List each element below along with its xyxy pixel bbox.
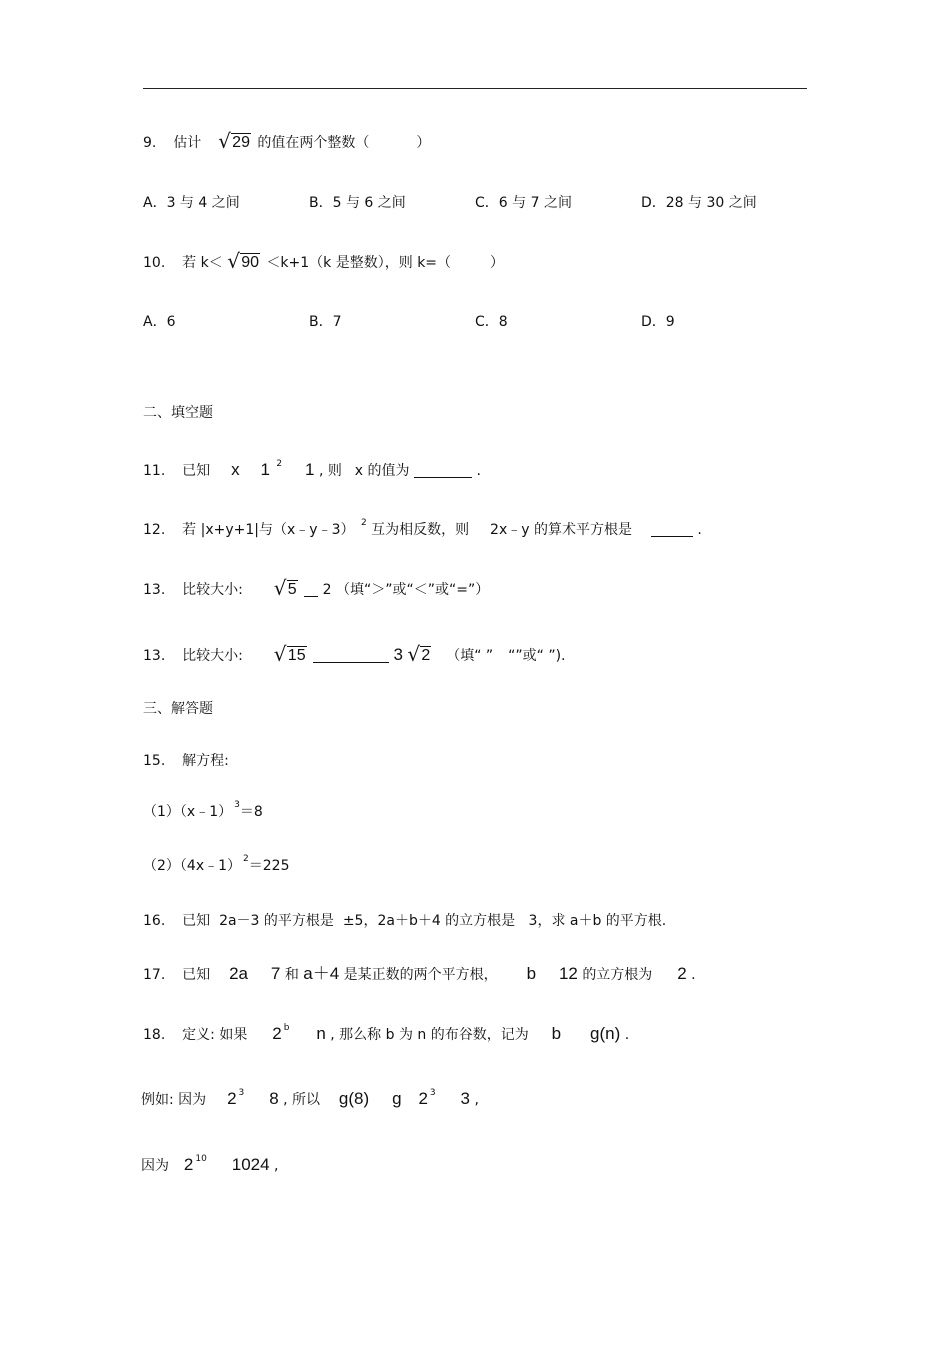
question-text: 的算术平方根是 — [533, 522, 632, 538]
square-root: √ 15 — [273, 642, 306, 666]
period: . — [476, 463, 481, 479]
question-text: ＜k+1（k 是整数），则 k=（ — [266, 255, 452, 271]
question-text: 解方程: — [182, 753, 229, 769]
math-base: 2 — [272, 1024, 282, 1043]
question-13a — [143, 576, 490, 600]
math-expression: a＋4 — [303, 964, 340, 983]
square-root: √ 5 — [273, 576, 297, 600]
question-text: 的值为 — [367, 463, 410, 479]
math-expression: 2 — [677, 964, 687, 983]
exponent: b — [283, 1023, 290, 1033]
question-text: （填“ ” — [446, 648, 494, 664]
answer-blank[interactable] — [313, 662, 389, 663]
comma: , — [474, 1092, 479, 1108]
math-result: 3 — [460, 1089, 471, 1108]
paren-close: ） — [416, 135, 431, 151]
question-number: 13. — [143, 582, 166, 598]
math-expression: 12 — [558, 964, 578, 983]
exponent: 2 — [360, 518, 367, 528]
question-10 — [143, 249, 504, 273]
question-text: 互为相反数，则 — [371, 522, 470, 538]
option-b[interactable]: B．7 — [309, 314, 342, 330]
question-text: 定义: 如果 — [182, 1027, 248, 1043]
question-text: , 则 — [318, 463, 342, 479]
question-text: 的立方根为 — [582, 967, 653, 983]
section-heading-fill-blank: 二、填空题 — [143, 405, 213, 421]
option-c[interactable]: C．8 — [475, 314, 508, 330]
square-root: √ 90 — [227, 249, 259, 273]
question-text: 比较大小: — [182, 648, 243, 664]
question-text: 已知 2a－3 的平方根是 ±5，2a＋b＋4 的立方根是 3，求 a＋b 的平方根. — [182, 913, 667, 929]
math-b: b — [551, 1024, 562, 1043]
question-text: “”或“ ”). — [508, 648, 566, 664]
math-g: g — [392, 1089, 402, 1108]
example-1 — [143, 1089, 479, 1112]
question-text: 是某正数的两个平方根， — [343, 967, 498, 983]
exponent: 3 — [238, 1088, 245, 1098]
exponent: 2 — [243, 854, 249, 864]
question-18 — [143, 1024, 629, 1047]
exponent: 3 — [429, 1088, 436, 1098]
question-number: 15. — [143, 753, 166, 769]
question-number: 16. — [143, 913, 166, 929]
question-17 — [143, 964, 696, 985]
math-gn: g(n) — [590, 1024, 621, 1043]
answer-blank[interactable] — [414, 477, 472, 478]
math-value: 8 — [269, 1089, 279, 1108]
exponent: 2 — [276, 459, 283, 469]
option-a[interactable]: A．3 与 4 之间 — [143, 195, 240, 211]
exponent: 3 — [234, 800, 240, 810]
option-d[interactable]: D．9 — [641, 314, 675, 330]
period: . — [691, 967, 696, 983]
option-b[interactable]: B．5 与 6 之间 — [309, 195, 406, 211]
math-one: 1 — [305, 460, 315, 479]
option-a[interactable]: A．6 — [143, 314, 176, 330]
math-expression: b — [526, 964, 537, 983]
question-text: 的值在两个整数（ — [257, 135, 370, 151]
question-number: 11. — [143, 463, 166, 479]
example-2 — [143, 1155, 278, 1178]
math-n: n — [316, 1024, 326, 1043]
equation-text: （1）（x﹣1） — [143, 804, 233, 820]
answer-blank[interactable] — [651, 536, 693, 537]
question-number: 18. — [143, 1027, 166, 1043]
math-expression: 2x﹣y — [490, 522, 530, 538]
question-9 — [143, 129, 431, 153]
exponent: 10 — [195, 1154, 207, 1164]
question-11 — [143, 460, 481, 483]
question-15-part-2 — [143, 856, 289, 878]
question-text: 已知 — [182, 967, 211, 983]
question-text: 比较大小: — [182, 582, 243, 598]
question-number: 10. — [143, 255, 166, 271]
question-13b — [143, 642, 566, 666]
math-g8: g(8) — [338, 1089, 370, 1108]
example-text: 因为 — [141, 1158, 169, 1174]
math-coef: 3 — [393, 645, 403, 664]
question-16 — [143, 911, 666, 931]
question-text: 若 |x+y+1|与（x﹣y﹣3） — [182, 522, 355, 538]
example-text: , 所以 — [283, 1092, 321, 1108]
period: . — [697, 522, 702, 538]
math-x: x — [354, 463, 364, 479]
answer-blank[interactable] — [304, 596, 318, 597]
question-text: （填“＞”或“＜”或“=”） — [335, 582, 490, 598]
math-expression: 2a — [229, 964, 248, 983]
header-rule — [143, 88, 807, 89]
paren-close: ） — [489, 255, 504, 271]
question-15 — [143, 751, 229, 771]
question-number: 17. — [143, 967, 166, 983]
math-x: x — [231, 460, 240, 479]
period: . — [624, 1027, 630, 1043]
square-root: √ 29 — [218, 129, 250, 153]
math-expression: 7 — [270, 964, 281, 983]
comma: , — [274, 1158, 279, 1174]
math-value: 1024 — [231, 1155, 270, 1174]
question-number: 9. — [143, 135, 157, 151]
math-base: 2 — [227, 1089, 237, 1108]
question-number: 13. — [143, 648, 166, 664]
question-number: 12. — [143, 522, 166, 538]
section-heading-solve: 三、解答题 — [143, 701, 213, 717]
math-base: 2 — [418, 1089, 428, 1108]
question-text: 估计 — [173, 135, 202, 151]
option-d[interactable]: D．28 与 30 之间 — [641, 195, 757, 211]
equation-text: ＝8 — [239, 804, 263, 820]
question-15-part-1 — [143, 802, 263, 824]
question-12 — [143, 520, 702, 542]
equation-text: ＝225 — [248, 858, 290, 874]
question-text: 已知 — [182, 463, 211, 479]
square-root: √ 2 — [407, 642, 431, 666]
math-two: 2 — [322, 582, 332, 598]
example-text: 例如: 因为 — [141, 1092, 207, 1108]
math-one: 1 — [260, 460, 270, 479]
equation-text: （2）（4x﹣1） — [143, 858, 242, 874]
question-text: 若 k＜ — [182, 255, 223, 271]
question-text: 和 — [284, 967, 299, 983]
math-base: 2 — [183, 1155, 194, 1174]
option-c[interactable]: C．6 与 7 之间 — [475, 195, 572, 211]
question-text: , 那么称 b 为 n 的布谷数，记为 — [330, 1027, 529, 1043]
